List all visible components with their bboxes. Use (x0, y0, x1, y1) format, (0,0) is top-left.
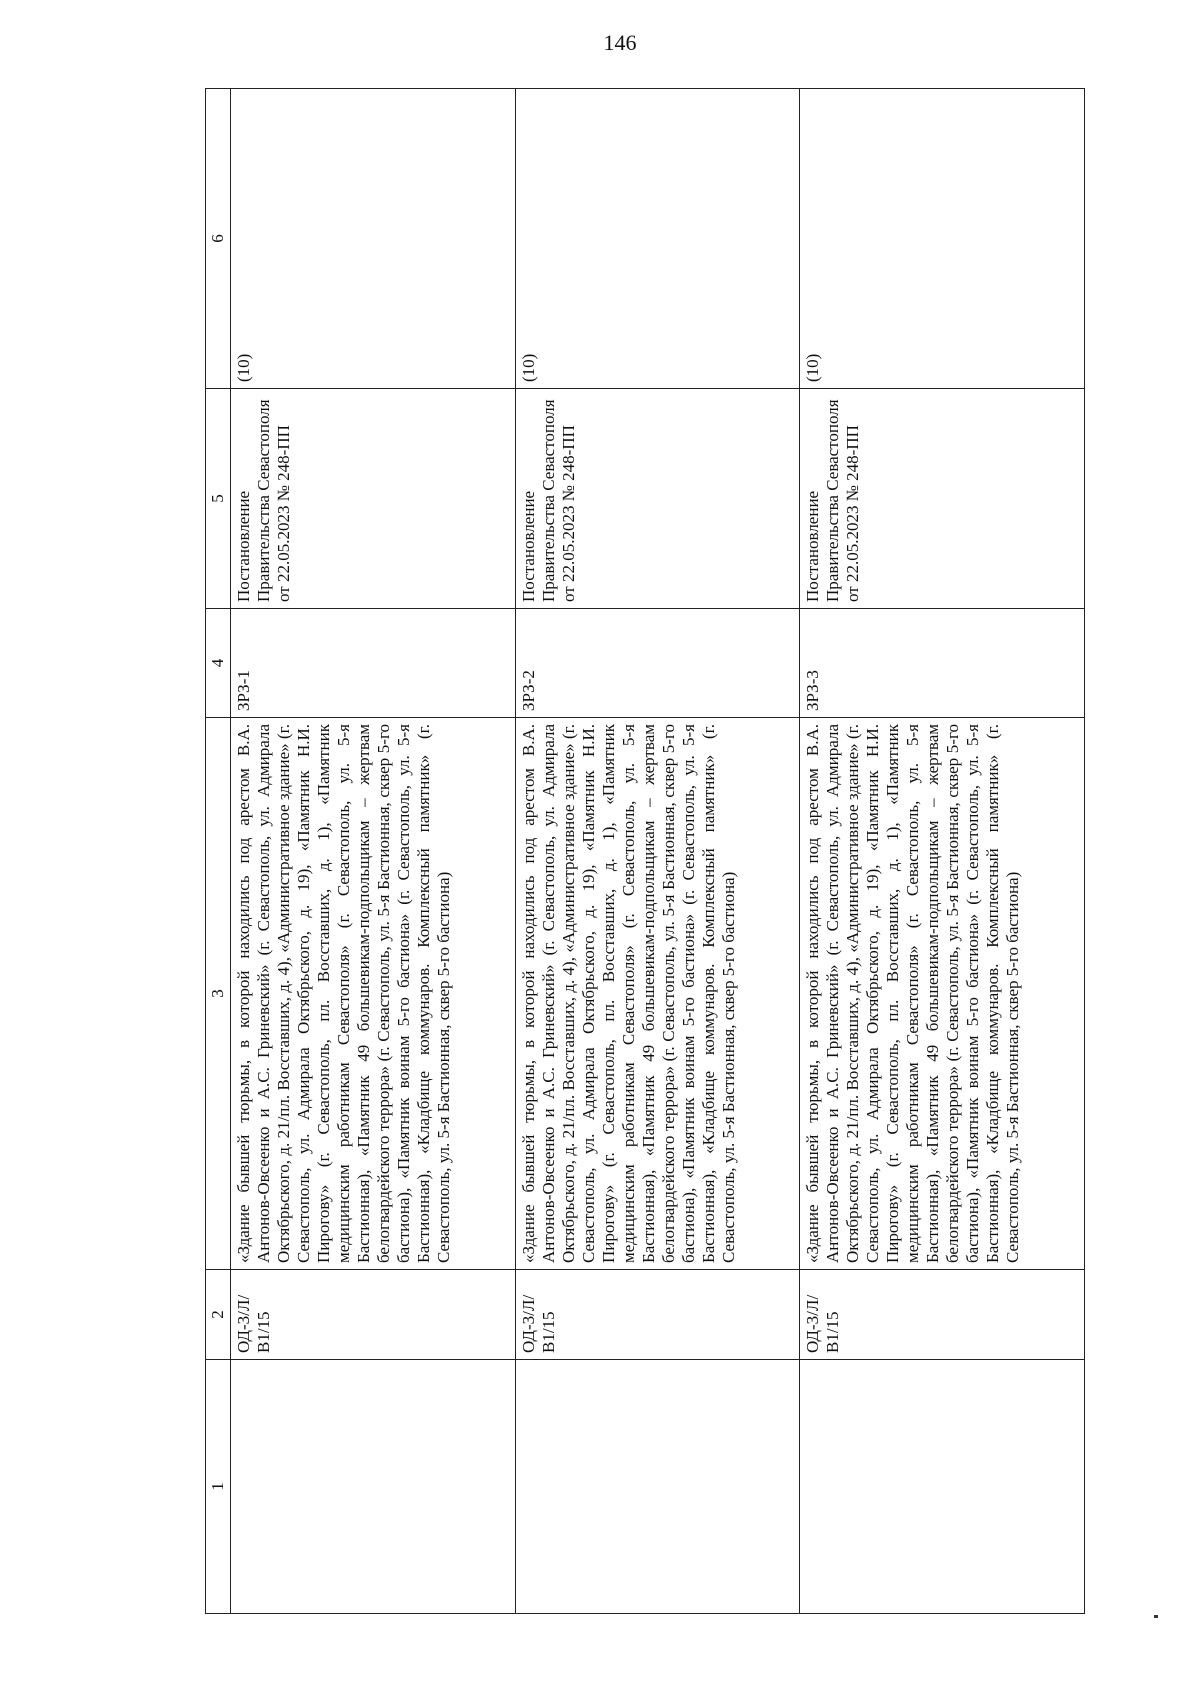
cell-note: (10) (515, 89, 800, 389)
cell-number (515, 1360, 800, 1614)
cell-zone: ЗРЗ-1 (231, 609, 516, 718)
table-row (231, 89, 516, 1614)
cell-objects: «Здание бывшей тюрьмы, в которой находились под арестом В.А. Антонов-Овсеенко и А.С. Гриневский» (г. Севастополь, ул. Адмирала Октябрьского, д. 21/пл. Восставших, д. 4), «Административное здание» (г. Севастополь, ул. Адмирала Октябрьского, д. 19), «Памятник Н.И. Пирогову» (г. Севастополь, пл. Восставших, д. 1), «Памятник медицинским работникам Севастополя» (г. Севастополь, ул. 5-я Бастионная), «Памятник 49 большевикам-подпольщикам – жертвам белогвардейского террора» (г. Севастополь, ул. 5-я Бастионная, сквер 5-го бастиона), «Памятник воинам 5-го бастиона» (г. Севастополь, ул. 5-я Бастионная), «Кладбище коммунаров. Комплексный памятник» (г. Севастополь, ул. 5-я Бастионная, сквер 5-го бастиона) (800, 718, 1085, 1270)
cell-code: ОД-3/Л/В1/15 (800, 1270, 1085, 1360)
table-row (800, 89, 1085, 1614)
rotated-table-container (205, 89, 1085, 1614)
cell-note: (10) (800, 89, 1085, 389)
header-row (206, 89, 231, 1614)
cell-document: Постановление Правительства Севастополя от 22.05.2023 № 248-ПП (231, 389, 516, 609)
header-col-2: 2 (206, 1270, 231, 1360)
cell-zone: ЗРЗ-2 (515, 609, 800, 718)
scan-speck (1154, 1615, 1158, 1618)
rotated-table-frame (205, 89, 1085, 1614)
zones-table (205, 88, 1085, 1614)
cell-number (800, 1360, 1085, 1614)
cell-objects: «Здание бывшей тюрьмы, в которой находились под арестом В.А. Антонов-Овсеенко и А.С. Гриневский» (г. Севастополь, ул. Адмирала Октябрьского, д. 21/пл. Восставших, д. 4), «Административное здание» (г. Севастополь, ул. Адмирала Октябрьского, д. 19), «Памятник Н.И. Пирогову» (г. Севастополь, пл. Восставших, д. 1), «Памятник медицинским работникам Севастополя» (г. Севастополь, ул. 5-я Бастионная), «Памятник 49 большевикам-подпольщикам – жертвам белогвардейского террора» (г. Севастополь, ул. 5-я Бастионная, сквер 5-го бастиона), «Памятник воинам 5-го бастиона» (г. Севастополь, ул. 5-я Бастионная), «Кладбище коммунаров. Комплексный памятник» (г. Севастополь, ул. 5-я Бастионная, сквер 5-го бастиона) (515, 718, 800, 1270)
header-col-5: 5 (206, 389, 231, 609)
header-col-6: 6 (206, 89, 231, 389)
cell-document: Постановление Правительства Севастополя от 22.05.2023 № 248-ПП (515, 389, 800, 609)
cell-code: ОД-3/Л/В1/15 (231, 1270, 516, 1360)
page-number: 146 (603, 30, 637, 55)
header-col-4: 4 (206, 609, 231, 718)
cell-zone: ЗРЗ-3 (800, 609, 1085, 718)
table-row (515, 89, 800, 1614)
cell-number (231, 1360, 516, 1614)
cell-code: ОД-3/Л/В1/15 (515, 1270, 800, 1360)
header-col-1: 1 (206, 1360, 231, 1614)
cell-objects: «Здание бывшей тюрьмы, в которой находились под арестом В.А. Антонов-Овсеенко и А.С. Гриневский» (г. Севастополь, ул. Адмирала Октябрьского, д. 21/пл. Восставших, д. 4), «Административное здание» (г. Севастополь, ул. Адмирала Октябрьского, д. 19), «Памятник Н.И. Пирогову» (г. Севастополь, пл. Восставших, д. 1), «Памятник медицинским работникам Севастополя» (г. Севастополь, ул. 5-я Бастионная), «Памятник 49 большевикам-подпольщикам – жертвам белогвардейского террора» (г. Севастополь, ул. 5-я Бастионная, сквер 5-го бастиона), «Памятник воинам 5-го бастиона» (г. Севастополь, ул. 5-я Бастионная), «Кладбище коммунаров. Комплексный памятник» (г. Севастополь, ул. 5-я Бастионная, сквер 5-го бастиона) (231, 718, 516, 1270)
header-col-3: 3 (206, 718, 231, 1270)
cell-note: (10) (231, 89, 516, 389)
cell-document: Постановление Правительства Севастополя от 22.05.2023 № 248-ПП (800, 389, 1085, 609)
